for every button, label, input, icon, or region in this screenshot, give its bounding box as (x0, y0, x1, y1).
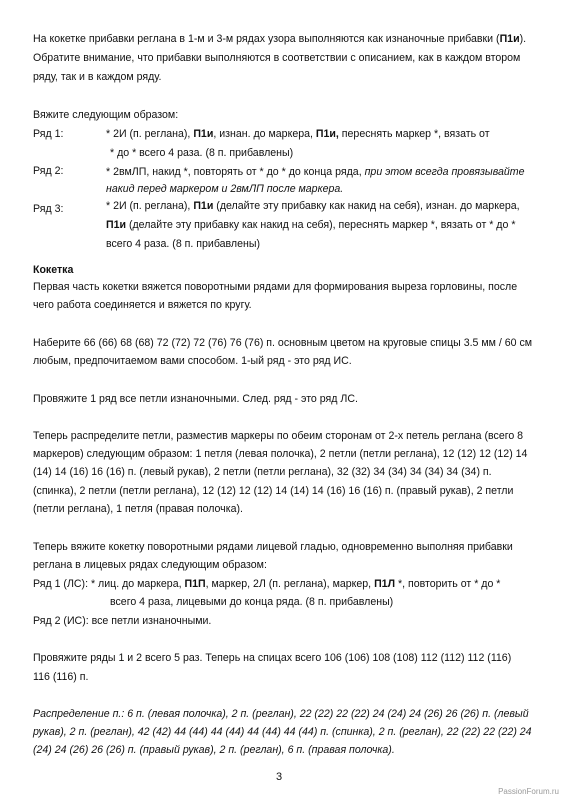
intro-line-2: Обратите внимание, что прибавки выполняются в соответствии с описанием, как в каждом втором (33, 52, 521, 64)
yoke-p5-line-2: реглана в лицевых рядах следующим образом: (33, 559, 267, 571)
yoke-p6-line-2: 116 (116) п. (33, 671, 89, 683)
intro-line-3: ряду, так и в каждом ряду. (33, 71, 162, 83)
row3-line-2: П1и (делайте эту прибавку как накид на себя), переснять маркер *, вязать от * до * (106, 219, 516, 231)
yoke-p4-line-2: маркеров) следующим образом: 1 петля (левая полочка), 2 петли (петли реглана), 12 (12) 12 (12) 14 (33, 448, 528, 460)
yoke-p3: Провяжите 1 ряд все петли изнаночными. След. ряд - это ряд ЛС. (33, 393, 358, 405)
row1-label: Ряд 1: (33, 128, 64, 140)
yoke-p2-line-2: любым, предпочитаемом вами способом. 1-ый ряд - это ряд ИС. (33, 355, 352, 367)
yoke-p6-line-1: Провяжите ряды 1 и 2 всего 5 раз. Теперь на спицах всего 106 (106) 108 (108) 112 (112) 112 (116) (33, 652, 512, 664)
yoke-p2-line-1: Наберите 66 (66) 68 (68) 72 (72) 72 (76) 76 (76) п. основным цветом на круговые спицы 3.5 мм / 60 см (33, 337, 533, 349)
row3-line-3: всего 4 раза. (8 п. прибавлены) (106, 238, 260, 250)
yoke-p1-line-2: чего работа соединяется и вяжется по кругу. (33, 299, 252, 311)
yoke-p4-line-5: (петли реглана), 1 петля (правая полочка). (33, 503, 243, 515)
yoke-row1-line-1: Ряд 1 (ЛС): * лиц. до маркера, П1П, маркер, 2Л (п. реглана), маркер, П1Л *, повторить от * до * (33, 578, 501, 590)
page-number: 3 (276, 771, 283, 783)
yoke-p4-line-1: Теперь распределите петли, разместив маркеры по обеим сторонам от 2-х петель реглана (всего 8 (33, 430, 524, 442)
row2-label: Ряд 2: (33, 165, 64, 177)
yoke-p1-line-1: Первая часть кокетки вяжется поворотными рядами для формирования выреза горловины, после (33, 281, 518, 293)
row1-line-1: * 2И (п. реглана), П1и, изнан. до маркера, П1и, переснять маркер *, вязать от (106, 128, 490, 140)
row3-line-1: * 2И (п. реглана), П1и (делайте эту прибавку как накид на себя), изнан. до маркера, (106, 200, 520, 212)
watermark: PassionForum.ru (498, 787, 559, 796)
knit-as-label: Вяжите следующим образом: (33, 109, 179, 121)
yoke-p4-line-3: (14) 14 (16) 16 (16) п. (левый рукав), 2 петли (петли реглана), 32 (32) 34 (34) 34 (34) 34 (34) п. (33, 466, 492, 478)
yoke-row2: Ряд 2 (ИС): все петли изнаночными. (33, 615, 212, 627)
distribution-line-3: (24) 24 (26) 26 (26) п. (правый рукав), 2 п. (реглан), 6 п. (правая полочка). (33, 744, 395, 756)
row1-line-2: * до * всего 4 раза. (8 п. прибавлены) (110, 147, 294, 159)
yoke-p5-line-1: Теперь вяжите кокетку поворотными рядами лицевой гладью, одновременно выполняя прибавки (33, 541, 513, 553)
row3-label: Ряд 3: (33, 203, 64, 215)
yoke-heading: Кокетка (33, 264, 74, 276)
distribution-line-1: Распределение п.: 6 п. (левая полочка), 2 п. (реглан), 22 (22) 22 (22) 24 (24) 24 (26) 26 (26) п. (левый (33, 708, 529, 720)
row2-line-1: * 2вмЛП, накид *, повторять от * до * до конца ряда, при этом всегда провязывайте (106, 166, 525, 178)
intro-line-1: На кокетке прибавки реглана в 1-м и 3-м рядах узора выполняются как изнаночные прибавки (П1и). (33, 33, 527, 45)
row2-line-2: накид перед маркером и 2вмЛП после маркера. (106, 183, 344, 195)
yoke-p4-line-4: (спинка), 2 петли (петли реглана), 12 (12) 12 (12) 14 (14) 14 (16) 16 (16) п. (правый рукав), 2 петли (33, 485, 514, 497)
yoke-row1-line-2: всего 4 раза, лицевыми до конца ряда. (8 п. прибавлены) (110, 596, 394, 608)
distribution-line-2: рукав), 2 п. (реглан), 42 (42) 44 (44) 44 (44) 44 (44) 44 (44) п. (спинка), 2 п. (реглан), 22 (22) 22 (22) 24 (33, 726, 532, 738)
